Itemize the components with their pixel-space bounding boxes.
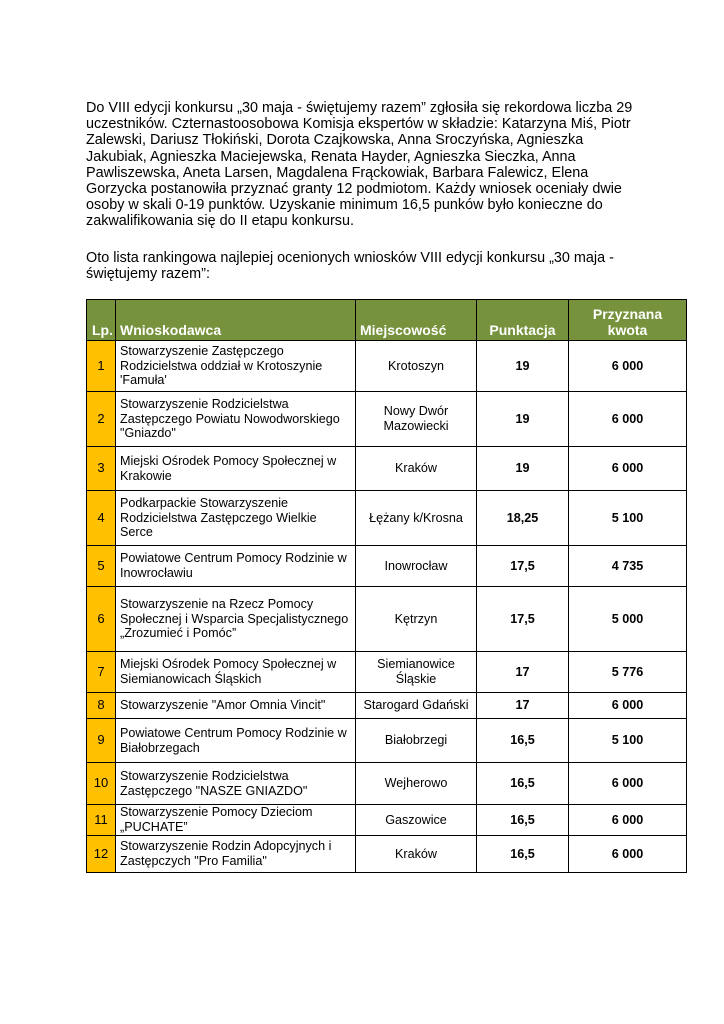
cell-city: Kraków <box>356 836 477 873</box>
cell-city: Starogard Gdański <box>356 693 477 719</box>
intro-paragraph: Do VIII edycji konkursu „30 maja - świętujemy razem” zgłosiła się rekordowa liczba 29 uczestników. Czternastoosobowa Komisja ekspertów w składzie: Katarzyna Miś, Piotr Zalewski, Dariusz Tłokiński, Dorota Czajkowska, Anna Sroczyńska, Agnieszka Jakubiak, Agnieszka Maciejewska, Renata Hayder, Agnieszka Sieczka, Anna Pawliszewska, Aneta Larsen, Magdalena Frąckowiak, Barbara Falewicz, Elena Gorzycka postanowiła przyznać granty 12 podmiotom. Każdy wniosek oceniały dwie osoby w skali 0-19 punktów. Uzyskanie minimum 16,5 punków było konieczne do zakwalifikowania się do II etapu konkursu. <box>86 100 633 230</box>
table-row <box>87 652 687 693</box>
cell-amount: 6 000 <box>569 447 687 491</box>
cell-city: Siemianowice Śląskie <box>356 652 477 693</box>
cell-applicant: Miejski Ośrodek Pomocy Społecznej w Krakowie <box>116 447 356 491</box>
cell-lp: 11 <box>87 805 116 836</box>
cell-score: 17,5 <box>477 587 569 652</box>
table-row <box>87 392 687 447</box>
cell-amount: 4 735 <box>569 546 687 587</box>
header-lp: Lp. <box>87 300 116 341</box>
table-row <box>87 587 687 652</box>
table-header-row <box>87 300 687 341</box>
cell-applicant: Stowarzyszenie "Amor Omnia Vincit" <box>116 693 356 719</box>
cell-score: 17 <box>477 693 569 719</box>
table-row <box>87 693 687 719</box>
cell-lp: 12 <box>87 836 116 873</box>
header-city: Miejscowość <box>356 300 477 341</box>
cell-score: 17,5 <box>477 546 569 587</box>
cell-applicant: Miejski Ośrodek Pomocy Społecznej w Siemianowicach Śląskich <box>116 652 356 693</box>
cell-applicant: Stowarzyszenie Pomocy Dzieciom „PUCHATE” <box>116 805 356 836</box>
cell-amount: 5 100 <box>569 491 687 546</box>
cell-score: 18,25 <box>477 491 569 546</box>
cell-applicant: Stowarzyszenie Rodzicielstwa Zastępczego "NASZE GNIAZDO" <box>116 763 356 805</box>
cell-amount: 6 000 <box>569 341 687 392</box>
table-row <box>87 491 687 546</box>
cell-score: 19 <box>477 341 569 392</box>
header-amount: Przyznana kwota <box>569 300 687 341</box>
table-row <box>87 341 687 392</box>
table-row <box>87 805 687 836</box>
cell-amount: 6 000 <box>569 693 687 719</box>
cell-applicant: Podkarpackie Stowarzyszenie Rodzicielstwa Zastępczego Wielkie Serce <box>116 491 356 546</box>
cell-amount: 6 000 <box>569 805 687 836</box>
cell-lp: 1 <box>87 341 116 392</box>
cell-amount: 6 000 <box>569 763 687 805</box>
table-row <box>87 836 687 873</box>
cell-amount: 6 000 <box>569 392 687 447</box>
cell-score: 17 <box>477 652 569 693</box>
cell-city: Kraków <box>356 447 477 491</box>
cell-amount: 5 776 <box>569 652 687 693</box>
cell-applicant: Stowarzyszenie Rodzicielstwa Zastępczego Powiatu Nowodworskiego "Gniazdo" <box>116 392 356 447</box>
cell-score: 19 <box>477 447 569 491</box>
cell-lp: 2 <box>87 392 116 447</box>
cell-score: 16,5 <box>477 763 569 805</box>
table-row <box>87 763 687 805</box>
cell-lp: 9 <box>87 719 116 763</box>
cell-lp: 3 <box>87 447 116 491</box>
cell-city: Białobrzegi <box>356 719 477 763</box>
cell-amount: 6 000 <box>569 836 687 873</box>
cell-applicant: Stowarzyszenie na Rzecz Pomocy Społecznej i Wsparcia Specjalistycznego „Zrozumieć i Pomóc” <box>116 587 356 652</box>
cell-lp: 6 <box>87 587 116 652</box>
cell-city: Kętrzyn <box>356 587 477 652</box>
table-row <box>87 447 687 491</box>
header-score: Punktacja <box>477 300 569 341</box>
cell-applicant: Stowarzyszenie Rodzin Adopcyjnych i Zastępczych "Pro Familia" <box>116 836 356 873</box>
cell-city: Łężany k/Krosna <box>356 491 477 546</box>
ranking-table <box>86 299 687 873</box>
cell-lp: 7 <box>87 652 116 693</box>
cell-city: Gaszowice <box>356 805 477 836</box>
cell-city: Inowrocław <box>356 546 477 587</box>
cell-lp: 4 <box>87 491 116 546</box>
cell-city: Krotoszyn <box>356 341 477 392</box>
cell-lp: 8 <box>87 693 116 719</box>
cell-city: Nowy Dwór Mazowiecki <box>356 392 477 447</box>
lead-paragraph: Oto lista rankingowa najlepiej ocenionych wniosków VIII edycji konkursu „30 maja - świętujemy razem”: <box>86 250 614 283</box>
table-row <box>87 719 687 763</box>
cell-score: 16,5 <box>477 719 569 763</box>
header-applicant: Wnioskodawca <box>116 300 356 341</box>
cell-amount: 5 000 <box>569 587 687 652</box>
cell-lp: 10 <box>87 763 116 805</box>
cell-applicant: Stowarzyszenie Zastępczego Rodzicielstwa oddział w Krotoszynie 'Famuła' <box>116 341 356 392</box>
cell-city: Wejherowo <box>356 763 477 805</box>
cell-amount: 5 100 <box>569 719 687 763</box>
cell-lp: 5 <box>87 546 116 587</box>
cell-applicant: Powiatowe Centrum Pomocy Rodzinie w Inowrocławiu <box>116 546 356 587</box>
cell-score: 16,5 <box>477 836 569 873</box>
cell-score: 19 <box>477 392 569 447</box>
cell-applicant: Powiatowe Centrum Pomocy Rodzinie w Białobrzegach <box>116 719 356 763</box>
cell-score: 16,5 <box>477 805 569 836</box>
table-row <box>87 546 687 587</box>
